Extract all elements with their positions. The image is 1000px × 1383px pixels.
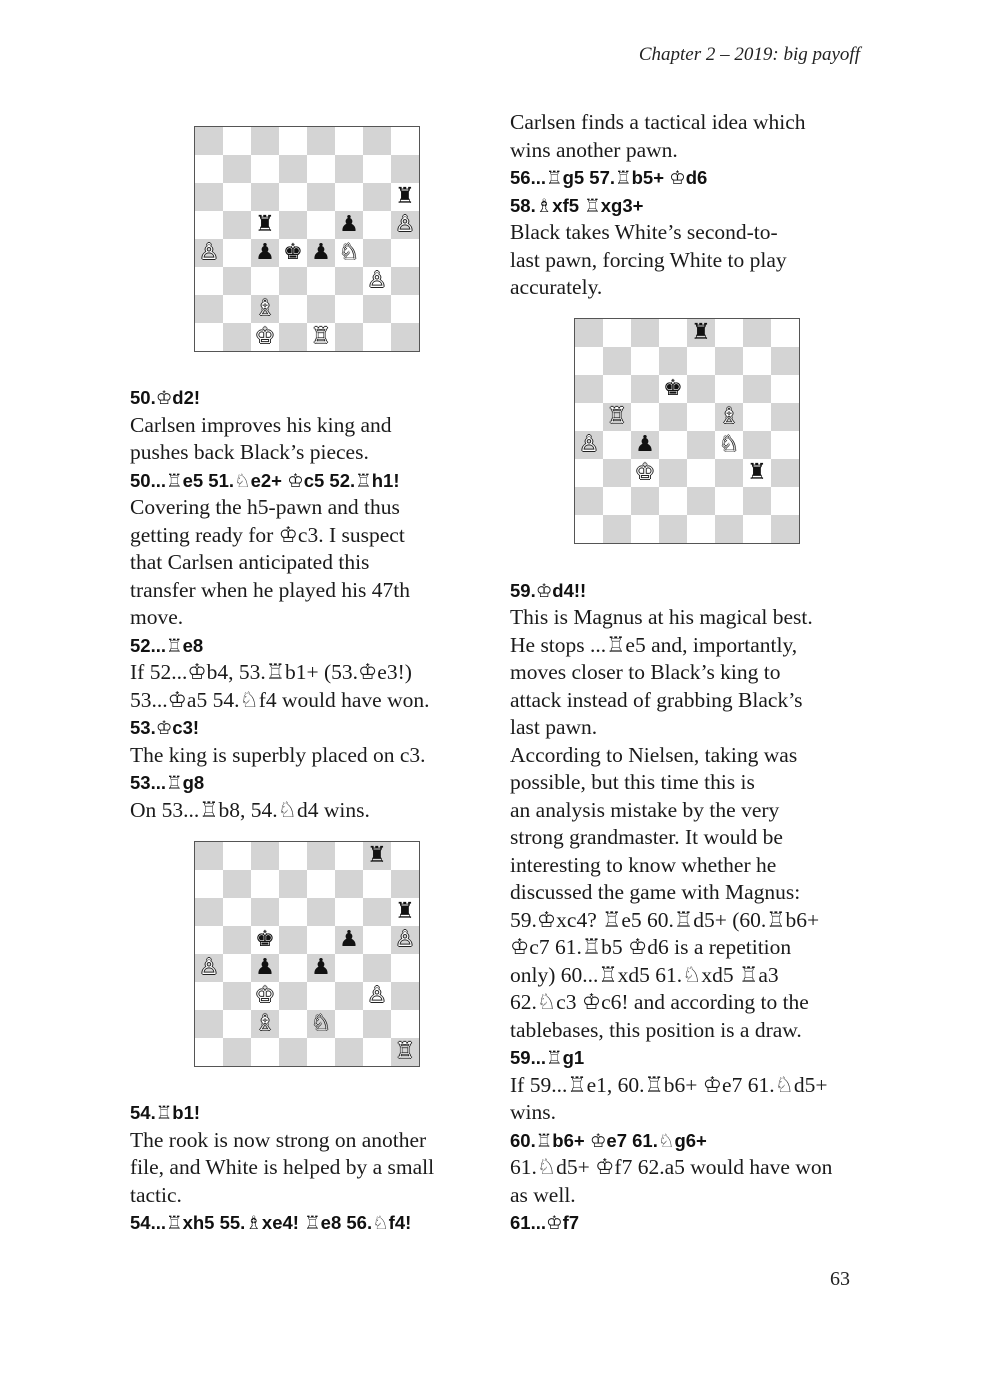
commentary-line: tactic.	[130, 1183, 182, 1207]
square-e3	[687, 459, 715, 487]
square-f6	[715, 375, 743, 403]
square-e5	[307, 211, 335, 239]
commentary-line: only) 60...♖xd5 61.♘xd5 ♖a3	[510, 963, 779, 987]
white-rook-icon: ♖	[607, 404, 627, 429]
square-e2	[307, 295, 335, 323]
move-line: 54.♖b1!	[130, 1102, 201, 1123]
square-e7	[307, 870, 335, 898]
square-f7	[335, 870, 363, 898]
square-a4	[195, 954, 223, 982]
commentary-line: last pawn, forcing White to play	[510, 248, 787, 272]
square-a6	[195, 898, 223, 926]
white-knight-icon: ♘	[719, 432, 739, 457]
white-pawn-icon: ♙	[367, 268, 387, 293]
commentary-line: move.	[130, 605, 184, 629]
square-a1	[195, 1038, 223, 1066]
chess-diagram-3	[574, 318, 800, 544]
square-a2	[195, 1010, 223, 1038]
square-d7	[279, 155, 307, 183]
commentary-line: attack instead of grabbing Black’s	[510, 688, 803, 712]
move-line: 60.♖b6+ ♔e7 61.♘g6+	[510, 1130, 707, 1151]
white-bishop-icon: ♗	[719, 404, 739, 429]
square-d5	[279, 926, 307, 954]
square-b2	[223, 295, 251, 323]
move-line: 61...♔f7	[510, 1212, 580, 1233]
commentary-line: an analysis mistake by the very	[510, 798, 780, 822]
square-g8	[363, 127, 391, 155]
square-h1	[391, 1038, 419, 1066]
square-e2	[687, 487, 715, 515]
square-e6	[307, 183, 335, 211]
square-a6	[195, 183, 223, 211]
black-pawn-icon: ♟	[311, 955, 331, 980]
square-g4	[363, 239, 391, 267]
move-line: 52...♖e8	[130, 635, 204, 656]
white-pawn-icon: ♙	[199, 955, 219, 980]
commentary-line: moves closer to Black’s king to	[510, 660, 781, 684]
square-c7	[631, 347, 659, 375]
square-d2	[279, 1010, 307, 1038]
square-d5	[659, 403, 687, 431]
square-h3	[391, 267, 419, 295]
square-b5	[603, 403, 631, 431]
square-h7	[391, 155, 419, 183]
square-d6	[279, 183, 307, 211]
square-b3	[223, 267, 251, 295]
commentary-line: The rook is now strong on another	[130, 1128, 427, 1152]
square-h1	[391, 323, 419, 351]
square-f6	[335, 183, 363, 211]
square-f3	[335, 267, 363, 295]
square-d4	[279, 954, 307, 982]
square-c2	[251, 295, 279, 323]
square-c1	[251, 1038, 279, 1066]
square-c5	[251, 926, 279, 954]
commentary-line: transfer when he played his 47th	[130, 578, 411, 602]
square-h2	[391, 1010, 419, 1038]
black-pawn-icon: ♟	[339, 212, 359, 237]
square-d3	[279, 267, 307, 295]
commentary-line: If 52...♔b4, 53.♖b1+ (53.♔e3!)	[130, 660, 412, 684]
square-f1	[335, 323, 363, 351]
square-g8	[743, 319, 771, 347]
square-c3	[631, 459, 659, 487]
commentary-line: He stops ...♖e5 and, importantly,	[510, 633, 798, 657]
commentary-line: 53...♔a5 54.♘f4 would have won.	[130, 688, 430, 712]
white-pawn-icon: ♙	[199, 240, 219, 265]
commentary-line: 61.♘d5+ ♔f7 62.a5 would have won	[510, 1155, 833, 1179]
square-c3	[251, 267, 279, 295]
square-b4	[223, 954, 251, 982]
square-b1	[223, 323, 251, 351]
square-b3	[223, 982, 251, 1010]
square-e8	[687, 319, 715, 347]
move-line: 54...♖xh5 55.♗xe4! ♖e8 56.♘f4!	[130, 1212, 412, 1233]
square-c7	[251, 155, 279, 183]
square-d4	[659, 431, 687, 459]
square-b6	[223, 898, 251, 926]
commentary-line: accurately.	[510, 275, 603, 299]
square-d2	[659, 487, 687, 515]
square-d7	[659, 347, 687, 375]
black-rook-icon: ♜	[395, 899, 415, 924]
square-d6	[659, 375, 687, 403]
square-h5	[391, 926, 419, 954]
square-h6	[391, 898, 419, 926]
square-h8	[771, 319, 799, 347]
square-b6	[223, 183, 251, 211]
square-a5	[575, 403, 603, 431]
square-g4	[363, 954, 391, 982]
square-e4	[307, 954, 335, 982]
square-a3	[195, 982, 223, 1010]
square-c4	[631, 431, 659, 459]
square-a8	[195, 842, 223, 870]
square-g5	[743, 403, 771, 431]
commentary-line: wins another pawn.	[510, 138, 678, 162]
commentary-line: Carlsen improves his king and	[130, 413, 392, 437]
square-g7	[743, 347, 771, 375]
square-d2	[279, 295, 307, 323]
square-a3	[195, 267, 223, 295]
commentary-line: last pawn.	[510, 715, 598, 739]
commentary-line: The king is superbly placed on c3.	[130, 743, 426, 767]
square-e6	[687, 375, 715, 403]
move-line: 53...♖g8	[130, 772, 205, 793]
square-b7	[223, 870, 251, 898]
square-d1	[659, 515, 687, 543]
commentary-line: wins.	[510, 1100, 556, 1124]
square-g3	[743, 459, 771, 487]
black-pawn-icon: ♟	[339, 927, 359, 952]
square-c1	[631, 515, 659, 543]
square-a6	[575, 375, 603, 403]
commentary-line: file, and White is helped by a small	[130, 1155, 435, 1179]
square-f5	[335, 926, 363, 954]
square-c8	[631, 319, 659, 347]
square-a5	[195, 926, 223, 954]
white-knight-icon: ♘	[311, 1011, 331, 1036]
square-e7	[687, 347, 715, 375]
square-b7	[603, 347, 631, 375]
move-line: 56...♖g5 57.♖b5+ ♔d6	[510, 167, 708, 188]
square-h4	[391, 954, 419, 982]
square-a8	[195, 127, 223, 155]
square-f5	[335, 211, 363, 239]
square-c5	[631, 403, 659, 431]
white-knight-icon: ♘	[339, 240, 359, 265]
square-d8	[279, 127, 307, 155]
square-h6	[391, 183, 419, 211]
square-g6	[363, 183, 391, 211]
square-e4	[687, 431, 715, 459]
square-f3	[335, 982, 363, 1010]
square-b2	[603, 487, 631, 515]
square-c4	[251, 954, 279, 982]
white-pawn-icon: ♙	[395, 927, 415, 952]
square-d3	[659, 459, 687, 487]
square-g7	[363, 870, 391, 898]
square-h6	[771, 375, 799, 403]
square-f7	[715, 347, 743, 375]
commentary-line: Covering the h5-pawn and thus	[130, 495, 400, 519]
square-c4	[251, 239, 279, 267]
commentary-line: possible, but this time this is	[510, 770, 755, 794]
commentary-line: pushes back Black’s pieces.	[130, 440, 369, 464]
square-e3	[307, 267, 335, 295]
square-f6	[335, 898, 363, 926]
square-h2	[391, 295, 419, 323]
square-c6	[251, 898, 279, 926]
square-e5	[307, 926, 335, 954]
black-pawn-icon: ♟	[255, 955, 275, 980]
square-f1	[335, 1038, 363, 1066]
square-c3	[251, 982, 279, 1010]
square-h4	[391, 239, 419, 267]
commentary-line: 62.♘c3 ♔c6! and according to the	[510, 990, 809, 1014]
square-e1	[307, 1038, 335, 1066]
square-e5	[687, 403, 715, 431]
square-h5	[391, 211, 419, 239]
white-rook-icon: ♖	[311, 324, 331, 349]
white-pawn-icon: ♙	[395, 212, 415, 237]
commentary-line: Black takes White’s second-to-	[510, 220, 778, 244]
commentary-line: On 53...♖b8, 54.♘d4 wins.	[130, 798, 370, 822]
square-c8	[251, 127, 279, 155]
square-g6	[743, 375, 771, 403]
square-d8	[279, 842, 307, 870]
white-king-icon: ♔	[635, 460, 655, 485]
black-king-icon: ♚	[255, 927, 275, 952]
square-h7	[771, 347, 799, 375]
square-a7	[195, 155, 223, 183]
black-rook-icon: ♜	[691, 320, 711, 345]
square-a4	[575, 431, 603, 459]
chess-diagram-1	[194, 126, 420, 352]
commentary-line: tablebases, this position is a draw.	[510, 1018, 802, 1042]
square-d7	[279, 870, 307, 898]
commentary-line: interesting to know whether he	[510, 853, 777, 877]
square-g5	[363, 211, 391, 239]
square-g8	[363, 842, 391, 870]
white-pawn-icon: ♙	[579, 432, 599, 457]
square-e8	[307, 127, 335, 155]
square-f2	[715, 487, 743, 515]
white-king-icon: ♔	[255, 324, 275, 349]
square-d3	[279, 982, 307, 1010]
commentary-line: getting ready for ♔c3. I suspect	[130, 523, 405, 547]
square-f4	[335, 239, 363, 267]
square-c6	[251, 183, 279, 211]
square-h8	[391, 842, 419, 870]
white-rook-icon: ♖	[395, 1039, 415, 1064]
square-b4	[223, 239, 251, 267]
black-rook-icon: ♜	[255, 212, 275, 237]
square-h8	[391, 127, 419, 155]
square-g1	[363, 1038, 391, 1066]
square-f8	[335, 842, 363, 870]
square-f3	[715, 459, 743, 487]
square-b3	[603, 459, 631, 487]
square-a4	[195, 239, 223, 267]
square-e3	[307, 982, 335, 1010]
square-f1	[715, 515, 743, 543]
black-king-icon: ♚	[283, 240, 303, 265]
square-d4	[279, 239, 307, 267]
square-h5	[771, 403, 799, 431]
square-g3	[363, 267, 391, 295]
black-rook-icon: ♜	[747, 460, 767, 485]
square-a7	[195, 870, 223, 898]
square-f2	[335, 295, 363, 323]
commentary-line: strong grandmaster. It would be	[510, 825, 783, 849]
square-a2	[195, 295, 223, 323]
square-f7	[335, 155, 363, 183]
square-b8	[223, 127, 251, 155]
square-g2	[363, 295, 391, 323]
square-a5	[195, 211, 223, 239]
square-c5	[251, 211, 279, 239]
square-g7	[363, 155, 391, 183]
black-pawn-icon: ♟	[255, 240, 275, 265]
square-b8	[603, 319, 631, 347]
square-f8	[715, 319, 743, 347]
square-c2	[251, 1010, 279, 1038]
commentary-line: If 59...♖e1, 60.♖b6+ ♔e7 61.♘d5+	[510, 1073, 828, 1097]
square-g4	[743, 431, 771, 459]
white-king-icon: ♔	[255, 983, 275, 1008]
square-h3	[771, 459, 799, 487]
square-e7	[307, 155, 335, 183]
square-a2	[575, 487, 603, 515]
commentary-line: Carlsen finds a tactical idea which	[510, 110, 806, 134]
square-b4	[603, 431, 631, 459]
square-g6	[363, 898, 391, 926]
white-pawn-icon: ♙	[367, 983, 387, 1008]
square-c8	[251, 842, 279, 870]
square-b6	[603, 375, 631, 403]
square-a8	[575, 319, 603, 347]
commentary-line: According to Nielsen, taking was	[510, 743, 798, 767]
square-f4	[715, 431, 743, 459]
square-e4	[307, 239, 335, 267]
square-b8	[223, 842, 251, 870]
square-e6	[307, 898, 335, 926]
chess-diagram-2	[194, 841, 420, 1067]
square-g3	[363, 982, 391, 1010]
square-f2	[335, 1010, 363, 1038]
white-bishop-icon: ♗	[255, 1011, 275, 1036]
square-b1	[603, 515, 631, 543]
square-e2	[307, 1010, 335, 1038]
black-pawn-icon: ♟	[635, 432, 655, 457]
square-h4	[771, 431, 799, 459]
black-rook-icon: ♜	[367, 843, 387, 868]
commentary-line: ♔c7 61.♖b5 ♔d6 is a repetition	[510, 935, 792, 959]
square-d8	[659, 319, 687, 347]
square-e8	[307, 842, 335, 870]
square-a7	[575, 347, 603, 375]
commentary-line: 59.♔xc4? ♖e5 60.♖d5+ (60.♖b6+	[510, 908, 820, 932]
square-f4	[335, 954, 363, 982]
square-b2	[223, 1010, 251, 1038]
square-h1	[771, 515, 799, 543]
square-b5	[223, 926, 251, 954]
square-g5	[363, 926, 391, 954]
square-d5	[279, 211, 307, 239]
square-d1	[279, 323, 307, 351]
move-line: 50.♔d2!	[130, 387, 201, 408]
square-b5	[223, 211, 251, 239]
running-head: Chapter 2 – 2019: big payoff	[638, 44, 860, 65]
commentary-line: that Carlsen anticipated this	[130, 550, 370, 574]
square-d6	[279, 898, 307, 926]
square-g1	[363, 323, 391, 351]
square-d1	[279, 1038, 307, 1066]
black-pawn-icon: ♟	[311, 240, 331, 265]
square-e1	[687, 515, 715, 543]
commentary-line: as well.	[510, 1183, 576, 1207]
move-line: 59.♔d4!!	[510, 580, 587, 601]
square-h7	[391, 870, 419, 898]
square-e1	[307, 323, 335, 351]
move-line: 50...♖e5 51.♘e2+ ♔c5 52.♖h1!	[130, 470, 400, 491]
square-c1	[251, 323, 279, 351]
square-g2	[743, 487, 771, 515]
square-c7	[251, 870, 279, 898]
black-king-icon: ♚	[663, 376, 683, 401]
move-line: 59...♖g1	[510, 1047, 585, 1068]
square-g2	[363, 1010, 391, 1038]
move-line: 53.♔c3!	[130, 717, 200, 738]
square-c6	[631, 375, 659, 403]
square-a3	[575, 459, 603, 487]
square-g1	[743, 515, 771, 543]
commentary-line: discussed the game with Magnus:	[510, 880, 801, 904]
white-bishop-icon: ♗	[255, 296, 275, 321]
square-c2	[631, 487, 659, 515]
square-a1	[195, 323, 223, 351]
square-h2	[771, 487, 799, 515]
square-b7	[223, 155, 251, 183]
commentary-line: This is Magnus at his magical best.	[510, 605, 813, 629]
black-rook-icon: ♜	[395, 184, 415, 209]
square-b1	[223, 1038, 251, 1066]
square-f5	[715, 403, 743, 431]
square-h3	[391, 982, 419, 1010]
square-f8	[335, 127, 363, 155]
move-line: 58.♗xf5 ♖xg3+	[510, 195, 644, 216]
page-number: 63	[830, 1268, 850, 1290]
square-a1	[575, 515, 603, 543]
